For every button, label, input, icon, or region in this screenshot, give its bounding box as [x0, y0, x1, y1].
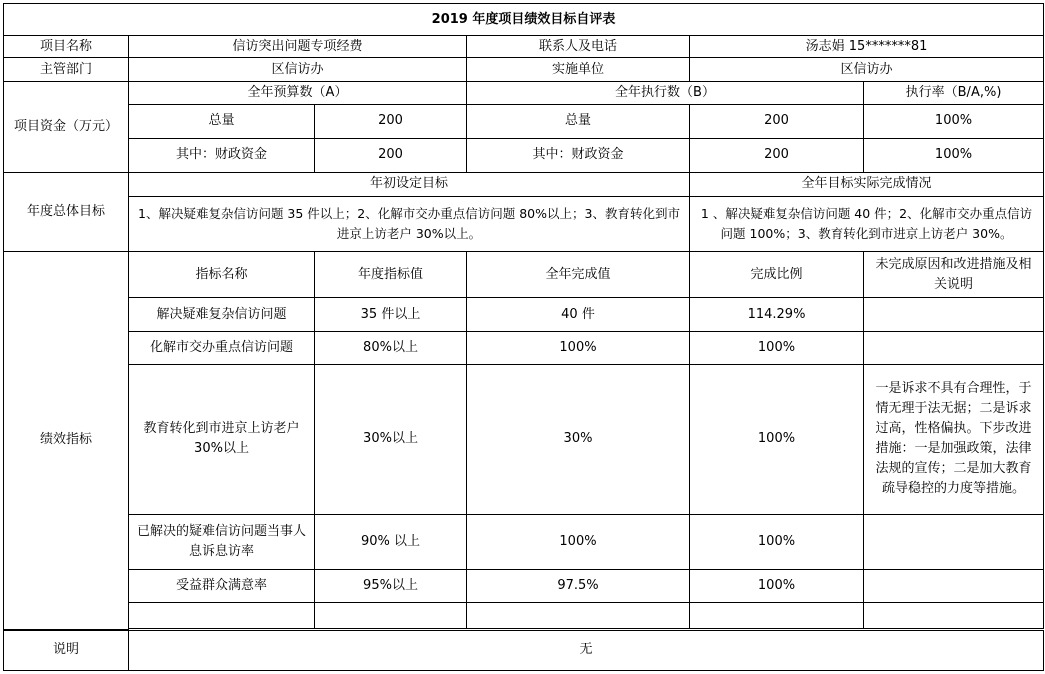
total-budget: 200 [315, 104, 467, 138]
table-row [4, 364, 1044, 514]
indicator-name: 受益群众满意率 [129, 569, 315, 602]
project-name-label: 项目名称 [4, 36, 129, 58]
project-name-value: 信访突出问题专项经费 [129, 36, 467, 58]
indicator-target: 35 件以上 [315, 298, 467, 331]
indicator-actual-header: 全年完成值 [467, 252, 690, 298]
indicator-note-header: 未完成原因和改进措施及相关说明 [864, 252, 1044, 298]
indicator-note [864, 569, 1044, 602]
impl-value: 区信访办 [690, 58, 1044, 82]
funds-label: 项目资金（万元） [4, 82, 129, 172]
table-row [4, 569, 1044, 602]
indicator-name: 教育转化到市进京上访老户 30%以上 [129, 364, 315, 514]
indicator-ratio: 100% [690, 364, 864, 514]
indicator-note [864, 331, 1044, 364]
contact-label: 联系人及电话 [467, 36, 690, 58]
goals-set-header: 年初设定目标 [129, 172, 690, 196]
indicator-target-header: 年度指标值 [315, 252, 467, 298]
empty-cell [315, 603, 467, 629]
goals-text-row [4, 196, 1044, 251]
fiscal-exec: 200 [690, 138, 864, 172]
title-row [4, 4, 1044, 36]
table-row [4, 298, 1044, 331]
rate-header: 执行率（B/A,%) [864, 82, 1044, 104]
indicator-ratio-header: 完成比例 [690, 252, 864, 298]
fiscal-exec-label: 其中：财政资金 [467, 138, 690, 172]
indicator-actual: 97.5% [467, 569, 690, 602]
indicator-name: 已解决的疑难信访问题当事人息诉息访率 [129, 514, 315, 569]
indicator-ratio: 100% [690, 331, 864, 364]
indicator-target: 30%以上 [315, 364, 467, 514]
funds-header-row [4, 82, 1044, 104]
total-exec-label: 总量 [467, 104, 690, 138]
fiscal-budget: 200 [315, 138, 467, 172]
goals-actual-header: 全年目标实际完成情况 [690, 172, 1044, 196]
indicators-label: 绩效指标 [4, 252, 129, 629]
goals-actual-text: 1 、解决疑难复杂信访问题 40 件；2、化解市交办重点信访问题 100%；3、教育转化到市进京上访老户 30%。 [690, 196, 1044, 251]
contact-value: 汤志娟 15*******81 [690, 36, 1044, 58]
impl-label: 实施单位 [467, 58, 690, 82]
dept-label: 主管部门 [4, 58, 129, 82]
indicator-target: 95%以上 [315, 569, 467, 602]
indicator-ratio: 114.29% [690, 298, 864, 331]
goals-label: 年度总体目标 [4, 172, 129, 251]
goals-header-row [4, 172, 1044, 196]
total-exec: 200 [690, 104, 864, 138]
self-evaluation-table [3, 3, 1044, 671]
indicator-name: 解决疑难复杂信访问题 [129, 298, 315, 331]
indicator-actual: 100% [467, 514, 690, 569]
indicator-actual: 40 件 [467, 298, 690, 331]
fiscal-rate: 100% [864, 138, 1044, 172]
table-row [4, 331, 1044, 364]
funds-total-row [4, 104, 1044, 138]
empty-cell [690, 603, 864, 629]
indicator-target: 80%以上 [315, 331, 467, 364]
indicator-note [864, 514, 1044, 569]
remark-label: 说明 [4, 630, 129, 670]
total-label: 总量 [129, 104, 315, 138]
funds-fiscal-row [4, 138, 1044, 172]
empty-cell [467, 603, 690, 629]
total-rate: 100% [864, 104, 1044, 138]
table-title: 2019 年度项目绩效目标自评表 [4, 4, 1044, 36]
empty-cell [129, 603, 315, 629]
dept-row [4, 58, 1044, 82]
indicator-ratio: 100% [690, 514, 864, 569]
indicator-name-header: 指标名称 [129, 252, 315, 298]
exec-header: 全年执行数（B） [467, 82, 864, 104]
budget-header: 全年预算数（A） [129, 82, 467, 104]
indicator-actual: 30% [467, 364, 690, 514]
empty-cell [864, 603, 1044, 629]
indicator-ratio: 100% [690, 569, 864, 602]
fiscal-label: 其中：财政资金 [129, 138, 315, 172]
remark-row [4, 630, 1044, 670]
table-row [4, 514, 1044, 569]
remark-value: 无 [129, 630, 1044, 670]
empty-indicator-row [4, 603, 1044, 629]
indicator-note [864, 298, 1044, 331]
indicator-header-row [4, 252, 1044, 298]
indicator-name: 化解市交办重点信访问题 [129, 331, 315, 364]
project-row [4, 36, 1044, 58]
indicator-actual: 100% [467, 331, 690, 364]
indicator-target: 90% 以上 [315, 514, 467, 569]
dept-value: 区信访办 [129, 58, 467, 82]
goals-set-text: 1、解决疑难复杂信访问题 35 件以上；2、化解市交办重点信访问题 80%以上；3、教育转化到市进京上访老户 30%以上。 [129, 196, 690, 251]
indicator-note: 一是诉求不具有合理性，于情无理于法无据；二是诉求过高，性格偏执。下步改进措施：一是加强政策，法律法规的宣传；二是加大教育疏导稳控的力度等措施。 [864, 364, 1044, 514]
